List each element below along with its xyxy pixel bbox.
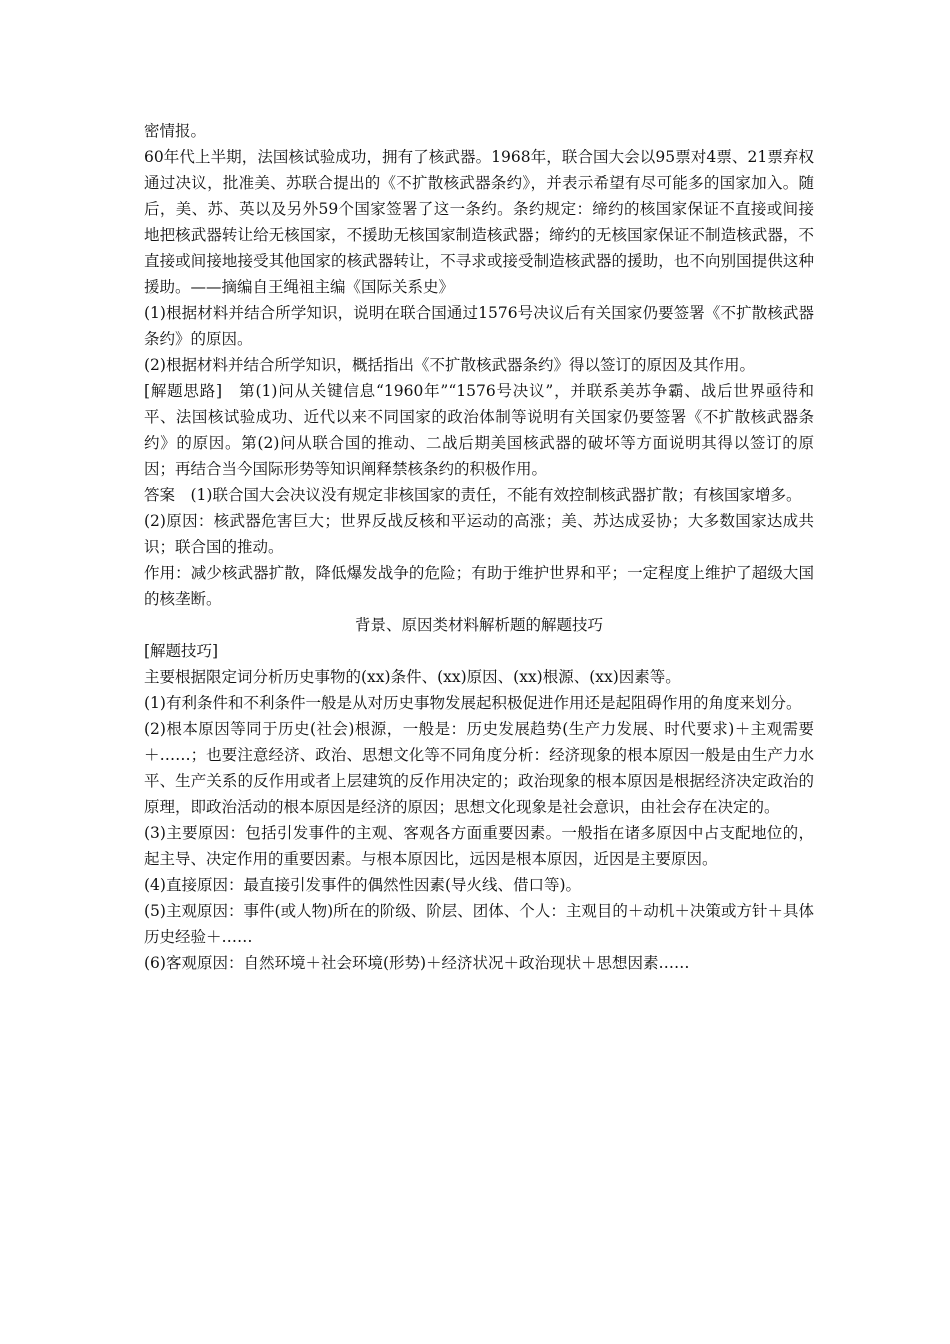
answer-1: 答案 (1)联合国大会决议没有规定非核国家的责任，不能有效控制核武器扩散；有核国家增多。 [144, 486, 802, 504]
question-1: (1)根据材料并结合所学知识，说明在联合国通过1576号决议后有关国家仍要签署《不扩散核武器条约》的原因。 [144, 304, 814, 348]
tip-item-3: (3)主要原因：包括引发事件的主观、客观各方面重要因素。一般指在诸多原因中占支配地位的，起主导、决定作用的重要因素。与根本原因比，远因是根本原因，近因是主要原因。 [144, 824, 814, 868]
tip-item-1: (1)有利条件和不利条件一般是从对历史事物发展起积极促进作用还是起阻碍作用的角度来划分。 [144, 694, 802, 712]
section-label: [解题技巧] [144, 642, 219, 660]
answer-2: (2)原因：核武器危害巨大；世界反战反核和平运动的高涨；美、苏达成妥协；大多数国家达成共识；联合国的推动。 [144, 512, 814, 556]
tip-item-4: (4)直接原因：最直接引发事件的偶然性因素(导火线、借口等)。 [144, 876, 582, 894]
section-intro: 主要根据限定词分析历史事物的(xx)条件、(xx)原因、(xx)根源、(xx)因素等。 [144, 668, 681, 686]
analysis-paragraph: [解题思路] 第(1)问从关键信息“1960年”“1576号决议”，并联系美苏争霸、战后世界亟待和平、法国核试验成功、近代以来不同国家的政治体制等说明有关国家仍要签署《不扩散核武器条约》的原因。第(2)问从联合国的推动、二战后期美国核武器的破坏等方面说明其得以签订的原因；再结合当今国际形势等知识阐释禁核条约的积极作用。 [144, 382, 814, 478]
section-title: 背景、原因类材料解析题的解题技巧 [354, 616, 603, 634]
document-page [144, 118, 814, 976]
answer-3: 作用：减少核武器扩散，降低爆发战争的危险；有助于维护世界和平；一定程度上维护了超级大国的核垄断。 [144, 564, 814, 608]
question-2: (2)根据材料并结合所学知识，概括指出《不扩散核武器条约》得以签订的原因及其作用。 [144, 356, 755, 374]
tip-item-2: (2)根本原因等同于历史(社会)根源，一般是：历史发展趋势(生产力发展、时代要求)＋主观需要＋……；也要注意经济、政治、思想文化等不同角度分析：经济现象的根本原因一般是由生产力水平、生产关系的反作用或者上层建筑的反作用决定的；政治现象的根本原因是根据经济决定政治的原理，即政治活动的根本原因是经济的原因；思想文化现象是社会意识，由社会存在决定的。 [144, 720, 814, 816]
tip-item-5: (5)主观原因：事件(或人物)所在的阶级、阶层、团体、个人：主观目的＋动机＋决策或方针＋具体历史经验＋…… [144, 902, 814, 946]
material-paragraph: 60年代上半期，法国核试验成功，拥有了核武器。1968年，联合国大会以95票对4票、21票弃权通过决议，批准美、苏联合提出的《不扩散核武器条约》，并表示希望有尽可能多的国家加入。随后，美、苏、英以及另外59个国家签署了这一条约。条约规定：缔约的核国家保证不直接或间接地把核武器转让给无核国家，不援助无核国家制造核武器；缔约的无核国家保证不制造核武器，不直接或间接地接受其他国家的核武器转让，不寻求或接受制造核武器的援助，也不向别国提供这种援助。——摘编自王绳祖主编《国际关系史》 [144, 148, 814, 296]
tip-item-6: (6)客观原因：自然环境＋社会环境(形势)＋经济状况＋政治现状＋思想因素…… [144, 954, 690, 972]
material-intro: 密情报。 [144, 122, 207, 140]
